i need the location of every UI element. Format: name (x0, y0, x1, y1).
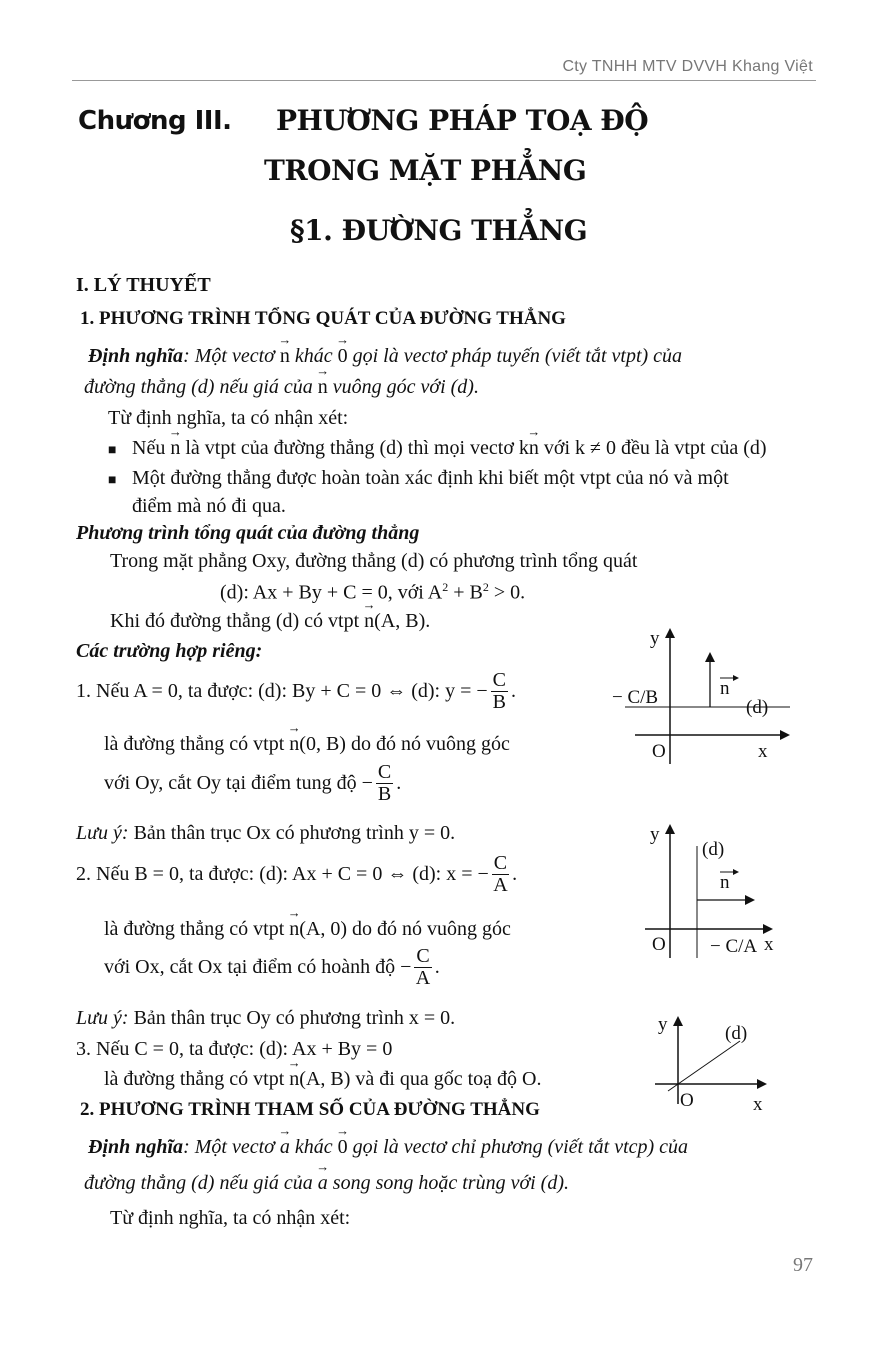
fraction-c-over-a: $\frac{C}{A}$ (415, 945, 431, 989)
vector-label-arrow (733, 869, 739, 875)
line-label: (d) (725, 1023, 748, 1044)
x-label: x (753, 1094, 763, 1115)
figure-vertical-line (630, 818, 795, 968)
y-axis-arrow (665, 824, 675, 834)
vector-a: → a (318, 1172, 328, 1195)
bullet-1: Nếu → n là vtpt của đường thẳng (d) thì mọi vectơ k→ n với k ≠ 0 đều là vtpt của (d) (132, 437, 767, 460)
case2-line3: với Ox, cắt Ox tại điểm có hoành độ − $\frac{C}{A}$ . (104, 945, 440, 989)
definition-normal-vector: Định nghĩa: Một vectơ → n khác → 0 gọi là vectơ pháp tuyến (viết tắt vtpt) của (88, 345, 682, 368)
special-cases-heading: Các trường hợp riêng: (76, 640, 263, 662)
vector-zero: → 0 (338, 1136, 348, 1159)
general-equation: (d): Ax + By + C = 0, với $A^2 + B^2 > 0$. (220, 580, 526, 604)
publisher-header: Cty TNHH MTV DVVH Khang Việt (562, 58, 813, 75)
y-axis-arrow (665, 628, 675, 638)
vector-n: → n (289, 733, 299, 756)
case1-line1: 1. Nếu A = 0, ta được: (d): By + C = 0 ⇔ (d): y = − $\frac{C}{B}$ . (76, 669, 517, 713)
part-heading: I. LÝ THUYẾT (76, 274, 211, 296)
vector-a: → a (280, 1136, 290, 1159)
definition-direction-line2: đường thẳng (d) nếu giá của → a song song hoặc trùng với (d). (84, 1172, 569, 1195)
chapter-title-line2: TRONG MẶT PHẲNG (264, 154, 587, 187)
vector-n: → n (289, 918, 299, 941)
figure-horizontal-line (600, 624, 800, 774)
y-label: y (650, 628, 660, 649)
bullet-2-line1: Một đường thẳng được hoàn toàn xác định khi biết một vtpt của nó và một (132, 467, 729, 489)
section-title: §1. ĐƯỜNG THẲNG (290, 214, 588, 247)
definition-label: Định nghĩa (88, 345, 184, 367)
vector-n: → n (364, 610, 374, 633)
bullet-2-line2: điểm mà nó đi qua. (132, 495, 286, 517)
case1-line3: với Oy, cắt Oy tại điểm tung độ − $\frac{C}{B}$ . (104, 761, 402, 805)
intercept-label: − C/B (612, 687, 659, 708)
general-equation-normal: Khi đó đường thẳng (d) có vtpt → n(A, B). (110, 610, 430, 633)
header-divider (72, 80, 816, 81)
case3-line1: 3. Nếu C = 0, ta được: (d): Ax + By = 0 (76, 1038, 393, 1060)
chapter-title-line1: PHƯƠNG PHÁP TOẠ ĐỘ (276, 104, 649, 137)
figure-line-through-origin (640, 1008, 790, 1123)
vector-n: → n (529, 437, 539, 460)
definition-label: Định nghĩa (88, 1136, 184, 1158)
note-label: Lưu ý: (76, 822, 129, 844)
origin-label: O (652, 741, 666, 762)
intercept-label: − C/A (710, 936, 758, 957)
fraction-c-over-a: $\frac{C}{A}$ (493, 852, 508, 896)
origin-label: O (680, 1090, 694, 1111)
x-label: x (758, 741, 768, 762)
definition-direction-vector: Định nghĩa: Một vectơ → a khác → 0 gọi là vectơ chỉ phương (viết tắt vtcp) của (88, 1136, 688, 1159)
origin-label: O (652, 934, 666, 955)
vector-n: → n (318, 376, 328, 399)
case1-line2: là đường thẳng có vtpt → n(0, B) do đó nó vuông góc (104, 733, 510, 756)
general-equation-intro: Trong mặt phẳng Oxy, đường thẳng (d) có phương trình tổng quát (110, 550, 638, 572)
bullet-icon: ■ (108, 473, 117, 488)
note-ox: Lưu ý: Bản thân trục Ox có phương trình y = 0. (76, 822, 456, 844)
y-label: y (658, 1014, 668, 1035)
x-label: x (764, 934, 774, 955)
case2-line2: là đường thẳng có vtpt → n(A, 0) do đó nó vuông góc (104, 918, 511, 941)
fraction-c-over-b: $\frac{C}{B}$ (492, 669, 507, 713)
line-label: (d) (702, 839, 725, 860)
line-label: (d) (746, 697, 769, 718)
case2-line1: 2. Nếu B = 0, ta được: (d): Ax + C = 0 ⇔ (d): x = − $\frac{C}{A}$ . (76, 852, 518, 896)
y-label: y (650, 824, 660, 845)
vector-n: → n (170, 437, 180, 460)
note-label: Lưu ý: (76, 1007, 129, 1029)
vector-zero: → 0 (338, 345, 348, 368)
note-oy: Lưu ý: Bản thân trục Oy có phương trình x = 0. (76, 1007, 456, 1029)
remark-intro: Từ định nghĩa, ta có nhận xét: (108, 407, 349, 429)
definition-line2: đường thẳng (d) nếu giá của → n vuông góc với (d). (84, 376, 479, 399)
x-axis-arrow (763, 924, 773, 934)
normal-vector-arrow (705, 652, 715, 662)
normal-vector-arrow (745, 895, 755, 905)
subsection-heading-2: 2. PHƯƠNG TRÌNH THAM SỐ CỦA ĐƯỜNG THẲNG (80, 1099, 540, 1120)
vector-label: n (720, 872, 730, 893)
page-number: 97 (793, 1254, 813, 1276)
y-axis-arrow (673, 1016, 683, 1026)
case3-line2: là đường thẳng có vtpt → n(A, B) và đi qua gốc toạ độ O. (104, 1068, 541, 1091)
x-axis-arrow (757, 1079, 767, 1089)
vector-label: n (720, 678, 730, 699)
chapter-label: Chương III. (78, 106, 232, 136)
fraction-c-over-b: $\frac{C}{B}$ (377, 761, 392, 805)
x-axis-arrow (780, 730, 790, 740)
vector-n: → n (280, 345, 290, 368)
vector-label-arrow (733, 675, 739, 681)
bullet-icon: ■ (108, 443, 117, 458)
general-equation-heading: Phương trình tổng quát của đường thẳng (76, 522, 420, 544)
subsection-heading-1: 1. PHƯƠNG TRÌNH TỔNG QUÁT CỦA ĐƯỜNG THẲNG (80, 308, 566, 329)
remark-intro-2: Từ định nghĩa, ta có nhận xét: (110, 1207, 351, 1229)
vector-n: → n (289, 1068, 299, 1091)
